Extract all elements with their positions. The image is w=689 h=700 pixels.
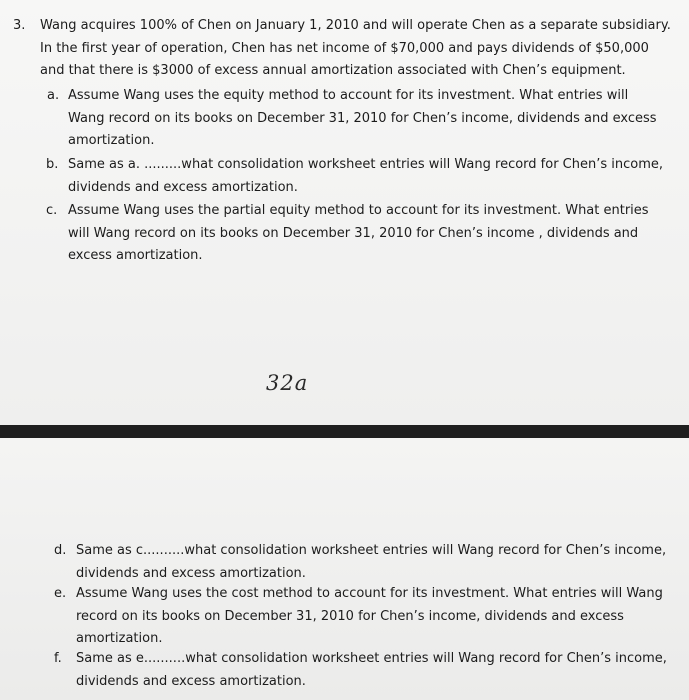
part-c-marker: c. xyxy=(46,203,58,218)
part-e-text: Assume Wang uses the cost method to account for its investment. What entries will Wang record on its books on December 31, 2010 for Chen’s income, dividends and excess amortization. xyxy=(76,586,663,646)
part-f-text: Same as e..........what consolidation worksheet entries will Wang record for Chen’s income, dividends and excess amortization. xyxy=(76,651,667,689)
question-stem: Wang acquires 100% of Chen on January 1, 2010 and will operate Chen as a separate subsidiary. In the first year of operation, Chen has net income of $70,000 and pays dividends of $50,000 and that there is $3000 of excess annual amortization associated with Chen’s equipment. xyxy=(40,18,671,78)
part-d-text: Same as c..........what consolidation worksheet entries will Wang record for Chen’s income, dividends and excess amortization. xyxy=(76,543,667,581)
part-e-marker: e. xyxy=(54,586,67,601)
part-f-marker: f. xyxy=(54,651,62,666)
handwritten-note: 32a xyxy=(266,371,309,395)
part-c-text: Assume Wang uses the partial equity method to account for its investment. What entries will Wang record on its books on December 31, 2010 for Chen’s income , dividends and excess amortization. xyxy=(68,203,649,263)
part-b-text: Same as a. .........what consolidation worksheet entries will Wang record for Chen’s income, dividends and excess amortization. xyxy=(68,157,664,195)
part-a-text: Assume Wang uses the equity method to account for its investment. What entries will Wang record on its books on December 31, 2010 for Chen’s income, dividends and excess amortization. xyxy=(68,88,657,148)
part-a-marker: a. xyxy=(47,88,60,103)
question-number: 3. xyxy=(13,18,26,33)
part-d-marker: d. xyxy=(54,543,67,558)
part-b-marker: b. xyxy=(46,157,59,172)
page-divider xyxy=(0,425,689,438)
